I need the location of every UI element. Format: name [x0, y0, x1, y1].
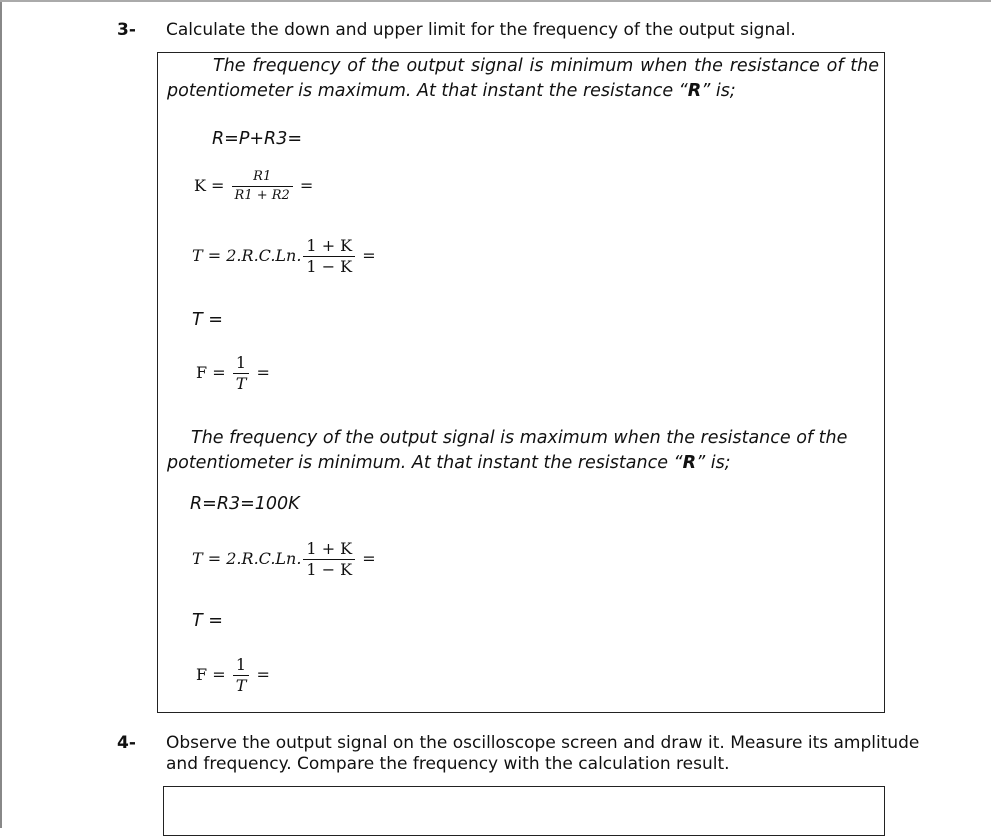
frequency-fraction-2 [233, 656, 250, 695]
frequency-equation-1 [196, 354, 270, 393]
paragraph-2-line-2-text: potentiometer is minimum. At that instant the resistance “ [167, 453, 683, 473]
period-equation-1 [192, 237, 376, 276]
period-prefix-1: T = 2.R.C.Ln. [192, 246, 302, 265]
paragraph-1-line-2-text: potentiometer is maximum. At that instant the resistance “ [167, 81, 688, 101]
question-3-number: 3- [117, 20, 136, 40]
paragraph-1-line-2 [167, 79, 879, 104]
period-result-1: T = [192, 310, 223, 330]
period-fraction-1 [303, 237, 355, 276]
question-3-answer-box [157, 52, 885, 713]
period-equals-1: = [362, 246, 376, 265]
frequency-label-2: F = [196, 665, 226, 684]
paragraph-2-line-1: The frequency of the output signal is maximum when the resistance of the [191, 428, 848, 448]
k-numerator: R1 [253, 169, 272, 184]
paragraph-1-line-2-end: ” is; [701, 81, 736, 101]
frequency-equals-2: = [256, 665, 270, 684]
page-top-border [0, 0, 991, 2]
question-4-line-1: Observe the output signal on the oscilloscope screen and draw it. Measure its amplitude [166, 733, 920, 753]
period-equation-2 [192, 540, 376, 579]
period-result-2: T = [192, 611, 223, 631]
k-equation [194, 169, 313, 204]
paragraph-minimum-frequency [167, 54, 879, 104]
period-equals-2: = [362, 549, 376, 568]
frequency-fraction-1 [233, 354, 250, 393]
page-left-border [0, 0, 2, 828]
r-formula-min: R=R3=100K [190, 494, 300, 514]
frequency-denominator-2: T [233, 675, 250, 695]
paragraph-2-line-2-end: ” is; [696, 453, 731, 473]
period-numerator-1: 1 + K [306, 236, 353, 255]
r-formula-max: R=P+R3= [212, 129, 302, 149]
resistance-symbol-r-2: R [682, 453, 697, 473]
period-numerator-2: 1 + K [306, 539, 353, 558]
frequency-equation-2 [196, 656, 270, 695]
frequency-numerator-2: 1 [235, 655, 247, 674]
period-denominator-1: 1 − K [303, 256, 355, 276]
k-fraction [232, 169, 293, 204]
period-fraction-2 [303, 540, 355, 579]
question-4-text [166, 733, 919, 775]
period-denominator-2: 1 − K [303, 559, 355, 579]
question-4-line-2: and frequency. Compare the frequency with the calculation result. [166, 754, 730, 774]
paragraph-2-line-2 [167, 451, 879, 476]
k-equals: = [299, 176, 314, 195]
question-4-answer-box [163, 786, 885, 836]
frequency-label-1: F = [196, 363, 226, 382]
question-4-number: 4- [117, 733, 136, 753]
frequency-equals-1: = [256, 363, 270, 382]
period-prefix-2: T = 2.R.C.Ln. [192, 549, 302, 568]
frequency-numerator-1: 1 [235, 353, 247, 372]
frequency-denominator-1: T [233, 373, 250, 393]
paragraph-1-line-1: The frequency of the output signal is minimum when the resistance of the [213, 56, 879, 76]
paragraph-maximum-frequency [167, 426, 879, 476]
resistance-symbol-r: R [687, 81, 702, 101]
k-denominator: R1 + R2 [232, 186, 293, 204]
question-3-text: Calculate the down and upper limit for the frequency of the output signal. [166, 20, 796, 40]
k-label: K = [194, 176, 225, 195]
